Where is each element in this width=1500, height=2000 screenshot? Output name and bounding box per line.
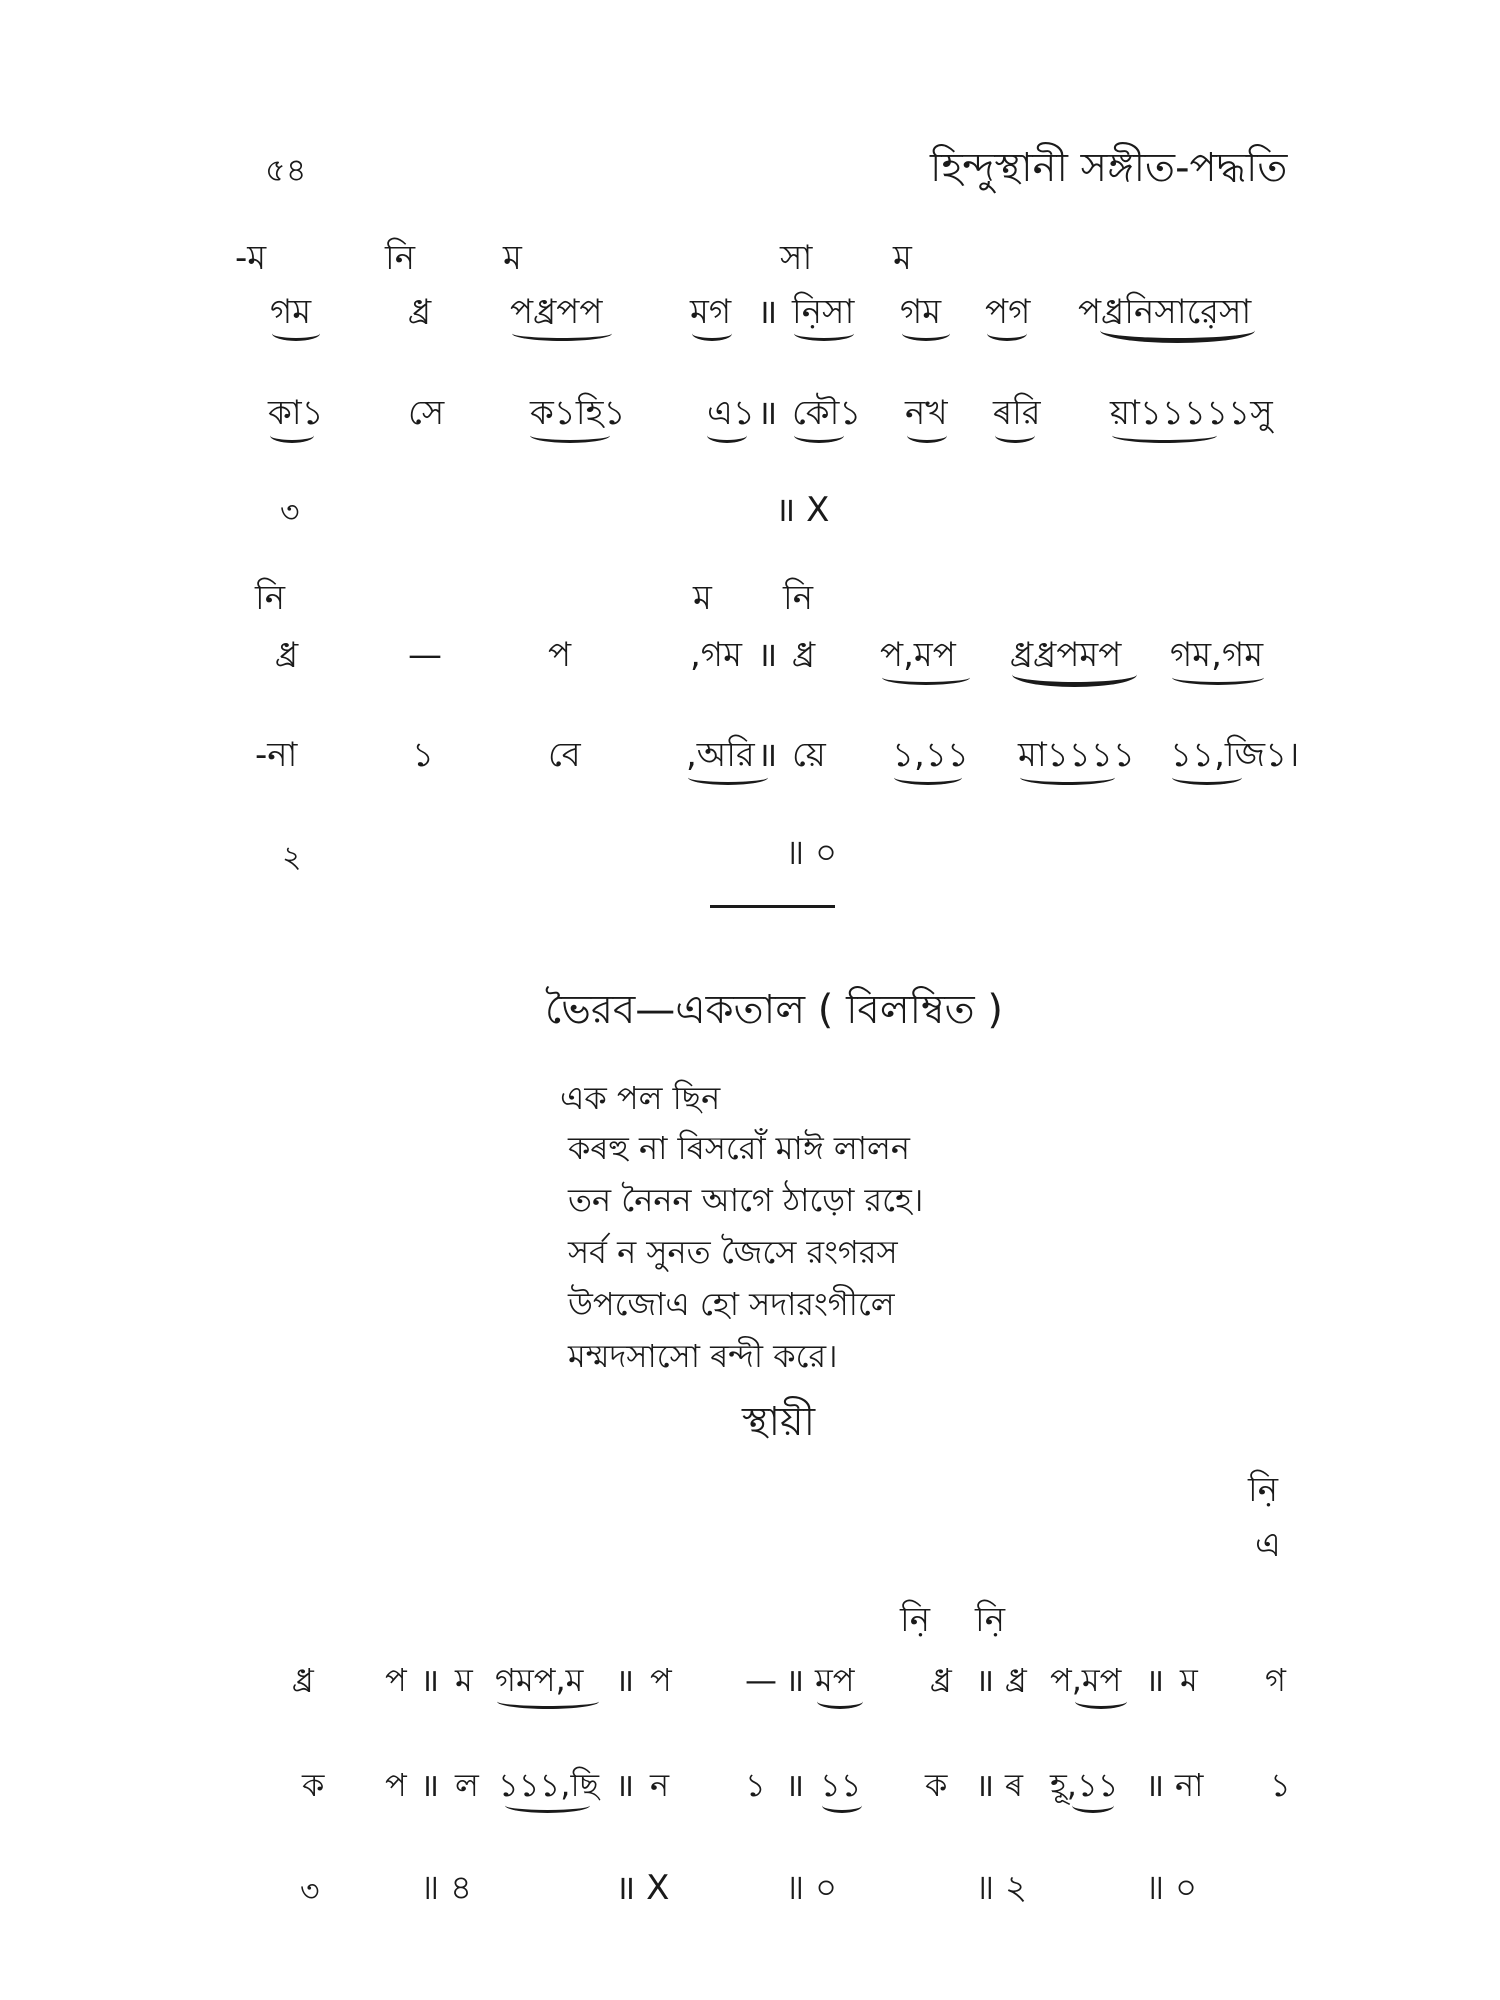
slur-arc (1112, 428, 1217, 443)
lyric-syllable: ১১ (820, 1766, 862, 1804)
lyric-syllable: ৰরি (993, 393, 1041, 433)
running-title: হিন্দুস্থানী সঙ্গীত-পদ্ধতি (930, 145, 1288, 191)
lyric-syllable: ,অরি (686, 735, 755, 775)
swara-note: — (408, 635, 442, 675)
section-heading-sthayi: স্থায়ী (742, 1399, 816, 1445)
lyric-syllable: কৌ১ (792, 393, 862, 433)
vibhag-bar: ॥ (615, 1766, 635, 1804)
lyric-syllable: হূ,১১ (1050, 1766, 1119, 1804)
page-number: ৫৪ (265, 151, 307, 189)
poem-line: মম্মদসাসো ৰন্দী করে। (568, 1337, 838, 1375)
vibhag-bar: ॥ (420, 1661, 440, 1699)
lyric-syllable: মা১১১১ (1018, 735, 1135, 775)
slur-arc (270, 428, 314, 443)
kan-note: ম (503, 238, 522, 278)
swara-note: — (745, 1661, 777, 1699)
swara-note: গম,গম (1170, 635, 1264, 675)
poem-line: এক পল ছিন (560, 1079, 721, 1117)
lyric-syllable: ১ (412, 735, 435, 775)
slur-arc (1172, 670, 1264, 685)
poem-line: তন নৈনন আগে ঠাড়ো রহে। (568, 1181, 924, 1219)
lyric-syllable: ক (302, 1766, 325, 1804)
lyric-syllable: ১১,জি১। (1170, 735, 1300, 775)
swara-note: গমপ,ম (495, 1661, 584, 1699)
vibhag-bar: ॥ (1145, 1661, 1165, 1699)
tala-mark: ॥ X (775, 490, 830, 530)
lyric-syllable: ১ (1270, 1766, 1291, 1804)
swara-note: মপ (815, 1661, 855, 1699)
vibhag-bar: ॥ (975, 1661, 995, 1699)
tala-mark: ॥ ০ (785, 1868, 838, 1908)
section-divider (710, 905, 835, 908)
swara-note: ,গম (690, 635, 742, 675)
slur-arc (995, 428, 1035, 443)
lyric-syllable: ক (925, 1766, 948, 1804)
lyric-syllable: ১,১১ (892, 735, 969, 775)
kan-note: ম (693, 578, 712, 618)
slur-arc (1172, 770, 1242, 785)
poem-line: সর্ব ন সুনত জৈসে রংগরস (568, 1233, 898, 1271)
swara-note: ধ্র (1005, 1661, 1027, 1699)
lyric-syllable: এ (1255, 1525, 1281, 1565)
swara-note: ধ্র (408, 292, 432, 332)
swara-note: ধ্রধ্রপমপ (1010, 635, 1122, 675)
slur-arc (512, 326, 612, 341)
lyric-syllable: ক১হি১ (530, 393, 626, 433)
lyric-syllable: বে (548, 735, 581, 775)
slur-arc (1072, 1798, 1114, 1813)
kan-note: ম (893, 238, 912, 278)
swara-note: প,মপ (1050, 1661, 1122, 1699)
vibhag-bar: ॥ (785, 1661, 805, 1699)
swara-note: প (650, 1661, 672, 1699)
slur-arc (688, 770, 768, 785)
lyric-syllable: -না (255, 735, 298, 775)
swara-note: ধ্র (292, 1661, 314, 1699)
lyric-syllable: ১ (745, 1766, 766, 1804)
vibhag-bar: ॥ (615, 1661, 635, 1699)
swara-note: ধ্র (930, 1661, 952, 1699)
tala-mark: ৩ (300, 1874, 320, 1909)
poem-line: কৰহু না ৰিসরোঁ মাঈ লালন (568, 1129, 910, 1167)
slur-arc (1100, 318, 1255, 343)
lyric-syllable: না (1175, 1766, 1204, 1804)
poem-line: উপজোএ হো সদারংগীলে (568, 1285, 895, 1323)
slur-arc (505, 1798, 590, 1813)
vibhag-bar: ॥ (785, 1766, 805, 1804)
vibhag-bar: ॥ (975, 1766, 995, 1804)
lyric-syllable: ৰ (1005, 1766, 1024, 1804)
swara-note: প (548, 635, 572, 675)
swara-note: ম (1180, 1661, 1198, 1699)
kan-note: নি় (900, 1600, 931, 1640)
slur-arc (1075, 1694, 1127, 1709)
swara-note: প (385, 1661, 407, 1699)
swara-note: পধ্রনিসারে়সা (1078, 292, 1252, 332)
swara-note: নি়সা (792, 292, 855, 332)
vibhag-bar: ॥ (420, 1766, 440, 1804)
slur-arc (794, 428, 844, 443)
tala-mark: ৩ (280, 495, 300, 530)
lyric-syllable: প (385, 1766, 407, 1804)
lyric-syllable: ল (455, 1766, 479, 1804)
slur-arc (1012, 662, 1137, 687)
kan-note: নি (255, 578, 286, 618)
swara-note: গম (900, 292, 942, 332)
tala-mark: ॥ ২ (975, 1868, 1028, 1908)
slur-arc (497, 1694, 599, 1709)
tala-mark: ২ (282, 840, 302, 875)
lyric-syllable: য়ে (792, 735, 826, 775)
swara-note: ধ্র (275, 635, 299, 675)
slur-arc (794, 326, 854, 341)
vibhag-bar: ॥ (757, 393, 778, 433)
tala-mark: ॥ ০ (1145, 1868, 1198, 1908)
slur-arc (987, 326, 1027, 341)
lyric-syllable: ন (650, 1766, 670, 1804)
lyric-syllable: কা১ (268, 393, 324, 433)
swara-note: ধ্র (792, 635, 816, 675)
slur-arc (822, 1798, 862, 1813)
swara-note: পগ (985, 292, 1031, 332)
slur-arc (692, 326, 732, 341)
lyric-syllable: এ১ (707, 393, 755, 433)
tala-mark: ॥ ৪ (420, 1868, 473, 1908)
lyric-syllable: নখ (905, 393, 948, 433)
slur-arc (530, 428, 610, 443)
tala-mark: ॥ X (615, 1868, 670, 1908)
slur-arc (817, 1694, 863, 1709)
swara-note: ম (455, 1661, 473, 1699)
vibhag-bar: ॥ (1145, 1766, 1165, 1804)
tala-mark: ॥ ০ (785, 833, 838, 873)
slur-arc (894, 770, 962, 785)
kan-note: নি় (975, 1600, 1006, 1640)
kan-note: নি (783, 578, 814, 618)
slur-arc (902, 326, 950, 341)
vibhag-bar: ॥ (757, 735, 778, 775)
kan-note: নি (385, 238, 416, 278)
swara-note: প,মপ (880, 635, 956, 675)
kan-note: সা (780, 238, 813, 278)
lyric-syllable: য়া১১১১১সু (1110, 393, 1273, 433)
kan-note: নি় (1248, 1470, 1279, 1510)
vibhag-bar: ॥ (757, 292, 778, 332)
swara-note: গম (270, 292, 312, 332)
vibhag-bar: ॥ (757, 635, 778, 675)
kan-note: -ম (235, 238, 267, 278)
swara-note: গ (1265, 1661, 1286, 1699)
raga-title: ভৈরব—একতাল ( বিলম্বিত ) (545, 987, 1003, 1033)
lyric-syllable: সে (408, 393, 445, 433)
slur-arc (272, 326, 320, 341)
slur-arc (1020, 770, 1115, 785)
swara-note: মগ (690, 292, 732, 332)
swara-note: পধ্রপপ (510, 292, 603, 332)
slur-arc (707, 428, 747, 443)
slur-arc (882, 670, 970, 685)
lyric-syllable: ১১১,ছি (498, 1766, 600, 1804)
slur-arc (907, 428, 947, 443)
